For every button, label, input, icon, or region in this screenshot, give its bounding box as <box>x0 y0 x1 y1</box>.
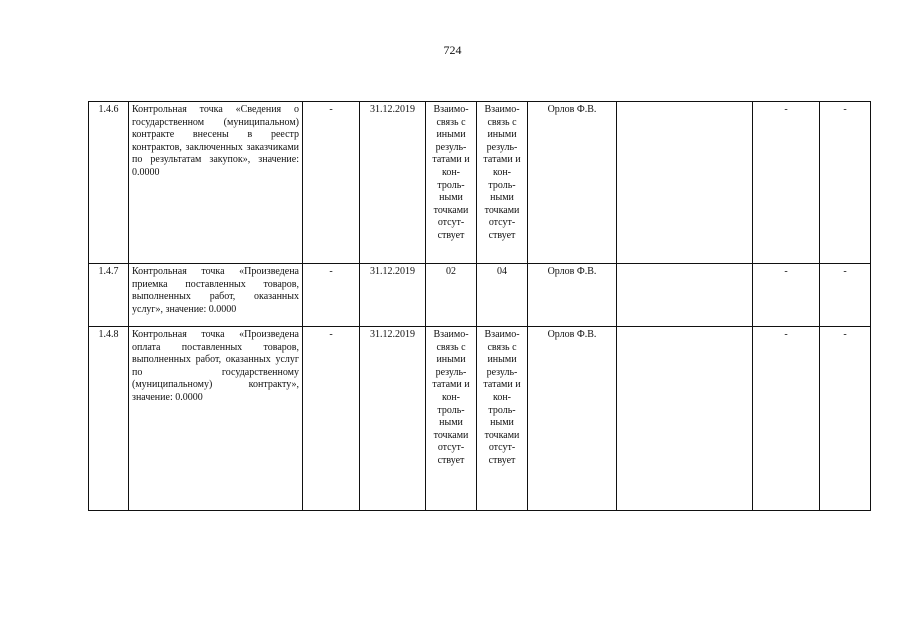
relation-line: троль- <box>488 404 516 416</box>
relation-line: Взаимо- <box>433 329 469 340</box>
relation-line: иными <box>436 354 466 366</box>
relation-line: иными <box>487 354 517 366</box>
relation-line: связь с <box>436 116 466 128</box>
relation-line: татами и <box>432 379 470 391</box>
table-row <box>89 264 871 327</box>
successor-relation <box>477 327 528 511</box>
relation-line: резуль- <box>435 366 467 378</box>
successor-relation <box>477 102 528 264</box>
relation-line: Взаимо- <box>433 104 469 115</box>
relation-line: ными <box>490 417 514 429</box>
dash-cell: - <box>753 264 820 327</box>
table-row <box>89 327 871 511</box>
relation-line: отсут- <box>437 217 465 229</box>
dash-cell: - <box>820 327 871 511</box>
relation-line: ствует <box>437 229 465 241</box>
empty-cell <box>617 327 753 511</box>
row-number: 1.4.7 <box>89 264 129 327</box>
relation-line: кон- <box>441 391 461 403</box>
relation-line: связь с <box>487 341 517 353</box>
relation-line: Взаимо- <box>484 329 520 340</box>
empty-cell <box>617 264 753 327</box>
relation-line: иными <box>436 129 466 141</box>
relation-line: троль- <box>437 179 465 191</box>
dash-cell: - <box>820 102 871 264</box>
relation-line: отсут- <box>488 442 516 454</box>
relation-line: резуль- <box>486 141 518 153</box>
end-date: 31.12.2019 <box>360 327 426 511</box>
start-date: - <box>303 102 360 264</box>
relation-line: 04 <box>497 266 507 277</box>
responsible-person: Орлов Ф.В. <box>528 264 617 327</box>
relation-line: ствует <box>437 454 465 466</box>
relation-line: троль- <box>488 179 516 191</box>
relation-line: кон- <box>441 166 461 178</box>
relation-line: ными <box>439 192 463 204</box>
relation-line: связь с <box>487 116 517 128</box>
relation-line: резуль- <box>486 366 518 378</box>
relation-line: иными <box>487 129 517 141</box>
table-row <box>89 102 871 264</box>
control-point-name: Контрольная точка «Произведена оплата поставленных товаров, выполненных работ, оказанных услуг по государственному (муниципальному) контракту», значение: 0.0000 <box>129 327 303 511</box>
relation-line: отсут- <box>488 217 516 229</box>
relation-line: резуль- <box>435 141 467 153</box>
relation-line: ными <box>439 417 463 429</box>
empty-cell <box>617 102 753 264</box>
predecessor-relation <box>426 327 477 511</box>
relation-line: отсут- <box>437 442 465 454</box>
start-date: - <box>303 264 360 327</box>
relation-line: ными <box>490 192 514 204</box>
relation-line: кон- <box>492 391 512 403</box>
row-number: 1.4.8 <box>89 327 129 511</box>
control-point-name: Контрольная точка «Сведения о государственном (муниципальном) контракте внесены в реестр контрактов, заключенных заказчиками по результатам закупок», значение: 0.0000 <box>129 102 303 264</box>
responsible-person: Орлов Ф.В. <box>528 102 617 264</box>
predecessor-relation <box>426 264 477 327</box>
start-date: - <box>303 327 360 511</box>
relation-line: точками <box>484 429 520 441</box>
relation-line: ствует <box>488 454 516 466</box>
relation-line: 02 <box>446 266 456 277</box>
successor-relation <box>477 264 528 327</box>
predecessor-relation <box>426 102 477 264</box>
row-number: 1.4.6 <box>89 102 129 264</box>
relation-line: точками <box>484 204 520 216</box>
table-body <box>89 102 871 511</box>
relation-line: татами и <box>483 154 521 166</box>
page-number: 724 <box>443 43 462 57</box>
relation-line: ствует <box>488 229 516 241</box>
relation-line: кон- <box>492 166 512 178</box>
relation-line: татами и <box>483 379 521 391</box>
dash-cell: - <box>753 327 820 511</box>
control-points-table <box>88 101 871 511</box>
relation-line: точками <box>433 429 469 441</box>
responsible-person: Орлов Ф.В. <box>528 327 617 511</box>
relation-line: татами и <box>432 154 470 166</box>
relation-line: связь с <box>436 341 466 353</box>
relation-line: Взаимо- <box>484 104 520 115</box>
dash-cell: - <box>753 102 820 264</box>
relation-line: троль- <box>437 404 465 416</box>
dash-cell: - <box>820 264 871 327</box>
end-date: 31.12.2019 <box>360 264 426 327</box>
relation-line: точками <box>433 204 469 216</box>
end-date: 31.12.2019 <box>360 102 426 264</box>
control-point-name: Контрольная точка «Произведена приемка поставленных товаров, выполненных работ, оказанных услуг», значение: 0.0000 <box>129 264 303 327</box>
